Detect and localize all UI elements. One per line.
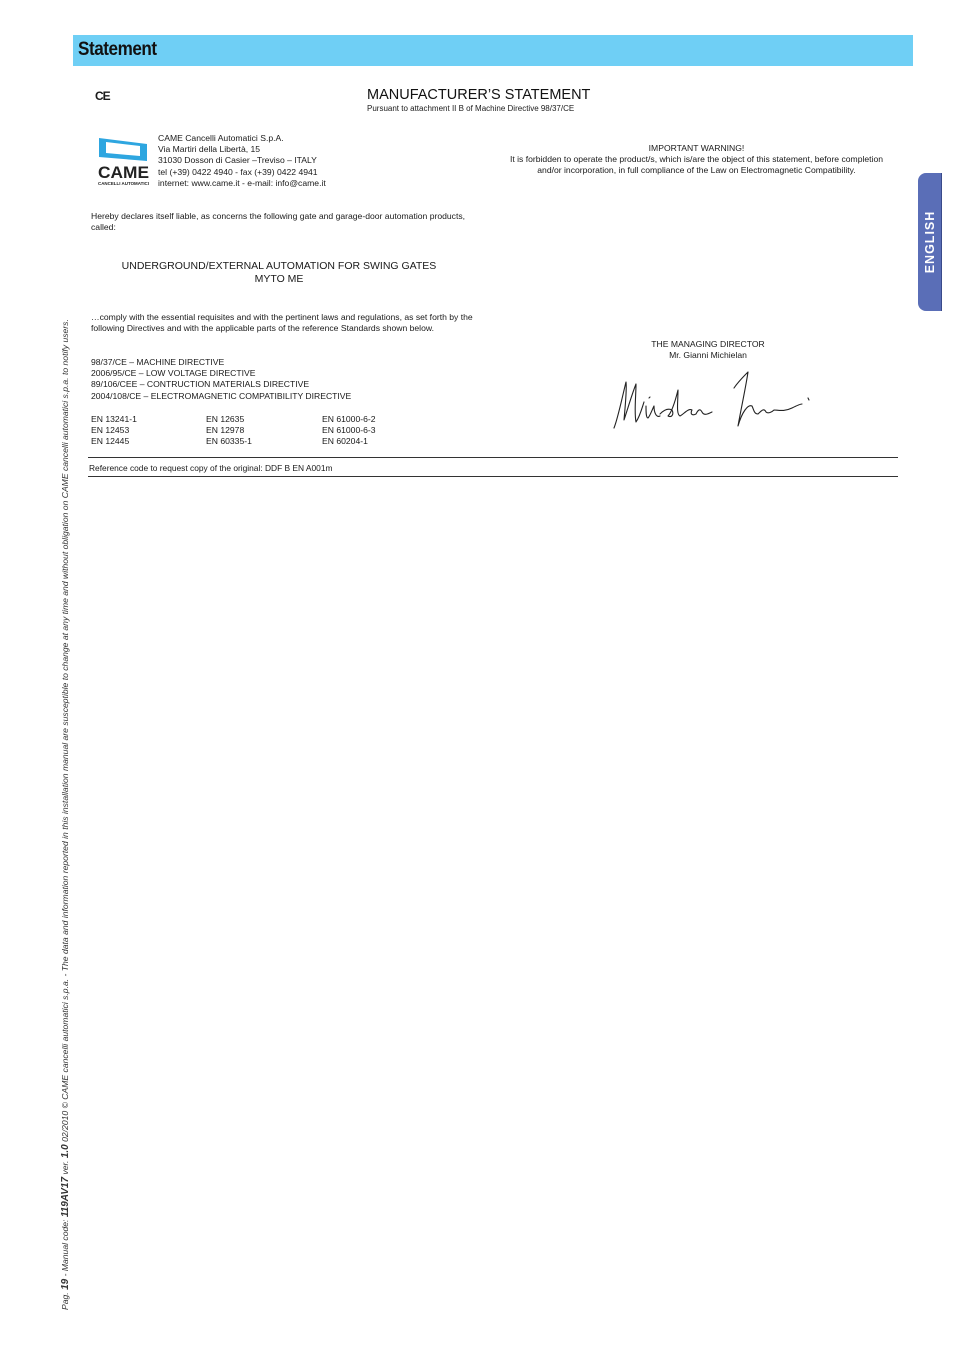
section-header-bar [73,35,913,66]
managing-director [628,339,788,361]
company-address [158,133,326,189]
came-logo-graphic [97,134,151,186]
section-title: Statement [78,39,157,60]
ce-mark: CE [95,89,110,103]
standard-item: EN 12445 [91,436,130,447]
standards-column [206,414,252,448]
came-logo-text: CAME [98,163,149,182]
company-line: 31030 Dosson di Casier –Treviso – ITALY [158,155,317,166]
footer-prefix: Pag. [60,1289,70,1310]
directive-item: 2006/95/CE – LOW VOLTAGE DIRECTIVE [91,368,256,379]
standard-item: EN 61000-6-2 [322,414,376,424]
company-line: tel (+39) 0422 4940 - fax (+39) 0422 4941 [158,166,318,177]
directive-item: 98/37/CE – MACHINE DIRECTIVE [91,357,225,367]
directive-item: 89/106/CEE – CONTRUCTION MATERIALS DIRECTIVE [91,379,310,390]
important-warning [505,143,888,177]
directive-item: 2004/108/CE – ELECTROMAGNETIC COMPATIBILITY DIRECTIVE [91,390,352,401]
signature [612,368,812,432]
document-title: MANUFACTURER’S STATEMENT [367,87,591,103]
director-name: Mr. Gianni Michielan [669,350,747,361]
product-name [91,260,467,286]
document-subtitle: Pursuant to attachment II B of Machine Directive 98/37/CE [367,104,575,113]
language-tab[interactable] [918,173,942,311]
footer-ver-label: ver. [60,1158,70,1177]
footer-page-number: 19 [60,1278,71,1290]
product-line: MYTO ME [254,273,304,285]
declaration-intro: Hereby declares itself liable, as concerns the following gate and garage-door automation products, called: [91,211,466,233]
vertical-footer-note [60,319,71,1310]
footer-manual-label: - Manual code: [60,1217,70,1279]
divider-bottom [88,476,898,477]
standard-item: EN 60335-1 [206,436,252,447]
standard-item: EN 61000-6-3 [322,425,376,436]
compliance-text: …comply with the essential requisites and with the pertinent laws and regulations, as set forth by the following Directives and with the applicable parts of the reference Standards shown below. [91,312,473,334]
standard-item: EN 12453 [91,425,130,436]
standard-item: EN 13241-1 [91,414,137,424]
reference-code: Reference code to request copy of the original: DDF B EN A001m [89,463,333,473]
divider-top [88,457,898,458]
warning-title: IMPORTANT WARNING! [648,143,745,153]
came-logo [97,134,151,186]
standard-item: EN 12635 [206,414,245,424]
standard-item: EN 60204-1 [322,436,368,447]
footer-manual-code: 119AV17 [60,1176,71,1218]
standards-column [91,414,137,448]
warning-text: It is forbidden to operate the product/s, which is/are the object of this statement, before completion and/or incorporation, in full compliance of the Law on Electromagnetic Compatibility. [509,154,884,176]
company-line: Via Martiri della Libertà, 15 [158,144,261,155]
company-line: internet: www.came.it - e-mail: info@came.it [158,177,326,188]
footer-disclaimer: 02/2010 © CAME cancelli automatici s.p.a. - The data and information reported in this installation manual are susceptible to change at any time and without obligation on CAME cancelli automatici s.p.a. to notify users. [60,319,70,1145]
language-tab-label: ENGLISH [923,210,937,274]
signature-graphic [612,368,812,432]
company-line: CAME Cancelli Automatici S.p.A. [158,133,284,143]
standard-item: EN 12978 [206,425,245,436]
standards-column [322,414,376,448]
director-title: THE MANAGING DIRECTOR [651,339,765,349]
directives-list [91,357,351,402]
product-line: UNDERGROUND/EXTERNAL AUTOMATION FOR SWING GATES [121,260,437,272]
footer-version: 1.0 [60,1144,71,1159]
came-logo-subtext: CANCELLI AUTOMATICI [98,181,149,186]
